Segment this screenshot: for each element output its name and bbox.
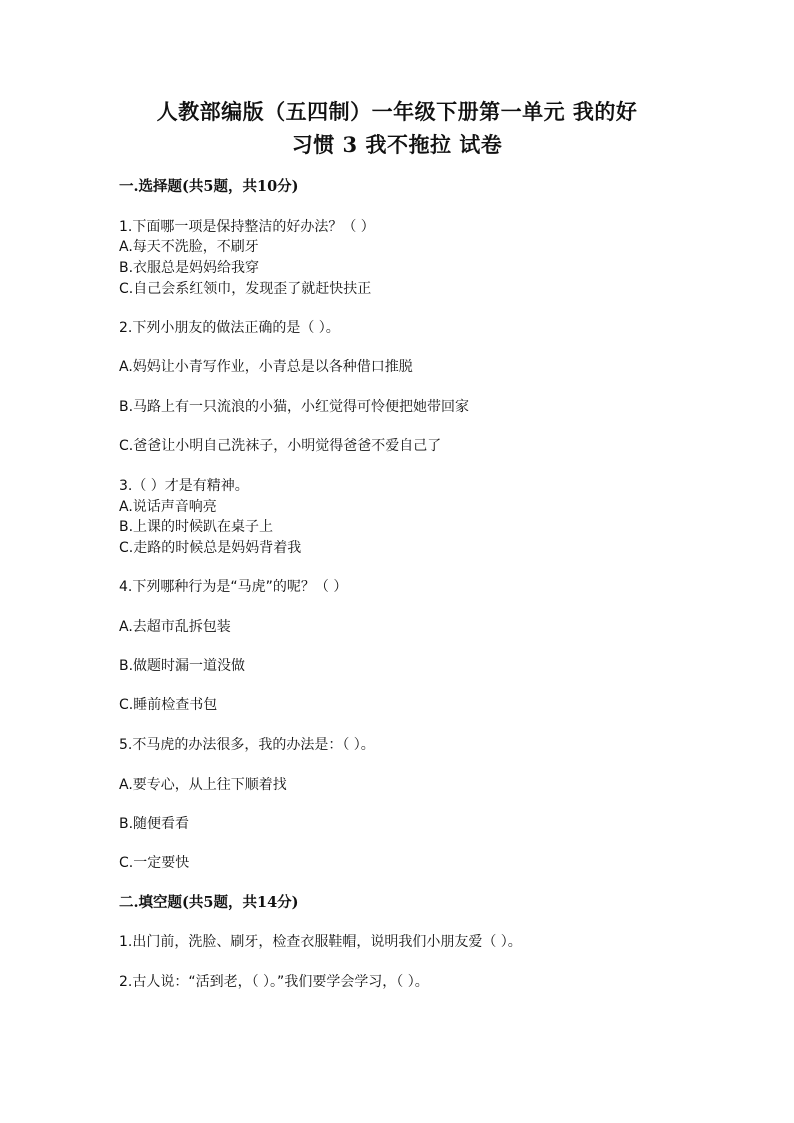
question-3-stem: 3.（ ）才是有精神。 [119, 478, 249, 494]
question-3-option-c: C.走路的时候总是妈妈背着我 [119, 540, 302, 556]
question-1-stem: 1.下面哪一项是保持整洁的好办法？（ ） [119, 219, 375, 235]
question-1-option-a: A.每天不洗脸，不刷牙 [119, 239, 259, 255]
fill-question-1: 1.出门前，洗脸、刷牙，检查衣服鞋帽，说明我们小朋友爱（ ）。 [119, 934, 522, 950]
question-2-stem: 2.下列小朋友的做法正确的是（ ）。 [119, 320, 340, 336]
question-5-option-b: B.随便看看 [119, 816, 190, 832]
question-1-option-c: C.自己会系红领巾，发现歪了就赶快扶正 [119, 281, 372, 297]
question-2-option-c: C.爸爸让小明自己洗袜子，小明觉得爸爸不爱自己了 [119, 438, 442, 454]
question-5-stem: 5.不马虎的办法很多，我的办法是：（ ）。 [119, 737, 375, 753]
question-5-option-a: A.要专心，从上往下顺着找 [119, 777, 287, 793]
question-1-option-b: B.衣服总是妈妈给我穿 [119, 260, 260, 276]
question-4-stem: 4.下列哪种行为是“马虎”的呢？（ ） [119, 579, 348, 595]
section-heading-choice: 一.选择题(共5题，共10分) [119, 178, 299, 195]
exam-title-line-1: 人教部编版（五四制）一年级下册第一单元 我的好 [156, 99, 638, 124]
question-5-option-c: C.一定要快 [119, 855, 190, 871]
question-2-option-a: A.妈妈让小青写作业，小青总是以各种借口推脱 [119, 359, 413, 375]
section-heading-fill-blank: 二.填空题(共5题，共14分) [119, 894, 299, 911]
question-4-option-a: A.去超市乱拆包装 [119, 619, 231, 635]
question-3-option-a: A.说话声音响亮 [119, 499, 217, 515]
exam-title-line-2: 习惯 3 我不拖拉 试卷 [291, 132, 503, 157]
fill-question-2: 2.古人说：“活到老，（ ）。”我们要学会学习，（ ）。 [119, 974, 429, 990]
question-2-option-b: B.马路上有一只流浪的小猫，小红觉得可怜便把她带回家 [119, 399, 470, 415]
question-4-option-c: C.睡前检查书包 [119, 697, 218, 713]
question-3-option-b: B.上课的时候趴在桌子上 [119, 519, 274, 535]
question-4-option-b: B.做题时漏一道没做 [119, 658, 246, 674]
